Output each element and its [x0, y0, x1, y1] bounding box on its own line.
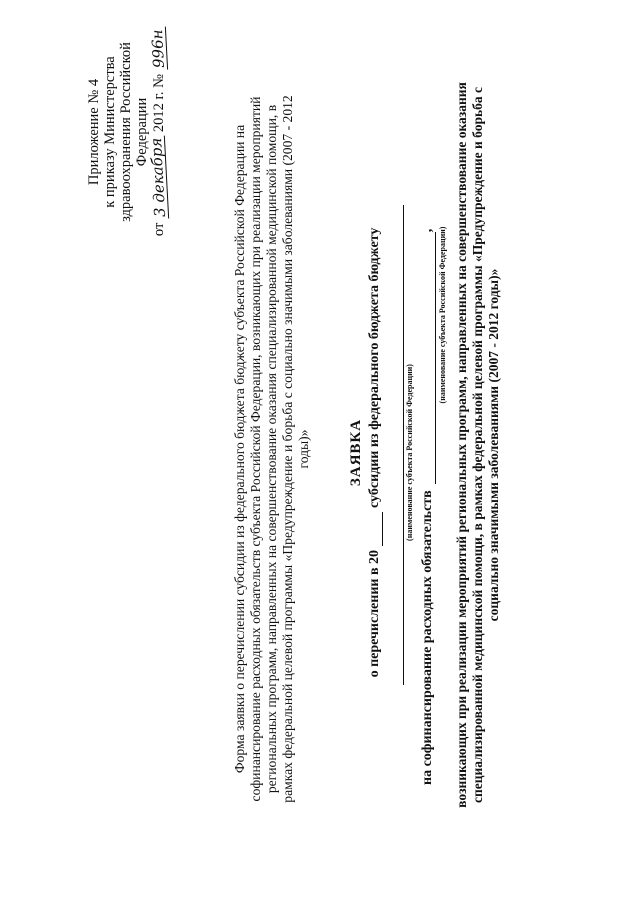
- subject-caption: (наименование субъекта Российской Федерации): [405, 364, 414, 541]
- cofinancing-text: на софинансирование расходных обязательств: [420, 490, 435, 785]
- handwritten-date: 3 декабря: [146, 137, 170, 218]
- appendix-line-3: здравоохранения Российской: [118, 42, 134, 222]
- appendix-line-2: к приказу Министерства: [102, 56, 118, 208]
- cofinancing-line: [420, 65, 436, 785]
- purpose-paragraph: возникающих при реализации мероприятий региональных программ, направленных на совершенствование оказания специализированной медицинской помощи, в рамках федеральной целевой программы «Предупреждение и борьба с социально значимыми заболеваниями (2007 - 2012 годы)»: [454, 82, 501, 808]
- date-prefix: от: [151, 222, 167, 237]
- appendix-block: [86, 27, 170, 237]
- appendix-date-line: [146, 27, 170, 237]
- handwritten-number: 996н: [148, 29, 168, 69]
- subline-part-1: о перечислении в 20: [367, 549, 382, 678]
- form-title: Форма заявки о перечислении субсидии из федерального бюджета бюджету субъекта Российской Федерации на софинансирование расходных обязательств субъекта Российской Федерации, возникающих при реализации мероприятий региональных программ, направленных на совершенствование оказания специализированной медицинской помощи, в рамках федеральной целевой программы «Предупреждение и борьба с социально значимыми заболеваниями (2007 - 2012 годы)»: [232, 95, 311, 803]
- cofinancing-suffix: ,: [420, 228, 435, 233]
- subline-part-2: субсидии из федерального бюджета бюджету: [367, 227, 382, 508]
- cofinancing-blank: [421, 232, 436, 484]
- subject-name-blank: [389, 205, 404, 685]
- year-blank: [368, 512, 383, 546]
- cofinancing-caption: (наименование субъекта Российской Федерации): [438, 226, 447, 404]
- document-heading: ЗАЯВКА: [348, 418, 364, 487]
- appendix-line-1: Приложение № 4: [86, 78, 102, 186]
- date-year: 2012 г. №: [151, 74, 167, 133]
- heading-subline: [367, 0, 383, 905]
- appendix-line-4: Федерации: [134, 97, 150, 167]
